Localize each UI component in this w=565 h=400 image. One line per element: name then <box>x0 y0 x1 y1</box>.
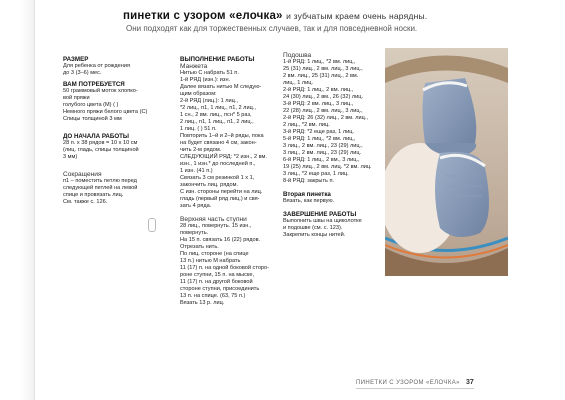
instruction-line: 1 изн. (41 п.) <box>180 168 213 174</box>
second-bootie-heading: Вторая пинетка <box>283 191 331 198</box>
size-line: Для ребенка от рождения <box>63 63 130 69</box>
instruction-line: 1-й РЯД (изн.): изн. <box>180 77 231 83</box>
instruction-line: 8-й РЯД: закрыть п. <box>283 178 335 184</box>
instruction-line: 2-й РЯД: 26 (32) лиц., 2 вм. лиц., <box>283 115 368 121</box>
title-suffix: и зубчатым краем очень нарядны. <box>286 11 428 21</box>
instruction-line: 1 лиц. ( ) 51 п. <box>180 126 217 132</box>
page-number: 37 <box>466 379 474 386</box>
title-main: пинетки с узором «елочка» <box>123 10 283 22</box>
instruction-line: на будет связано 4 см, закон- <box>180 140 257 146</box>
instruction-line: 2 лиц., п1, 1 лиц., п1, 2 лиц., <box>180 119 254 125</box>
instruction-line: 11 (17) п. на другой боковой <box>180 279 253 285</box>
abbr-line: п1 – поместить петлю перед <box>63 178 137 184</box>
instruction-line: роне ступни, 15 п. на мыске, <box>180 272 255 278</box>
need-line: голубого цвета (М) ( ) <box>63 102 119 108</box>
footer-section-title: ПИНЕТКИ С УЗОРОМ «ЕЛОЧКА» <box>356 380 460 386</box>
instruction-line: Нитью С набрать 51 п. <box>180 70 239 76</box>
instruction-line: лиц., 1 лиц. <box>283 80 314 86</box>
page-binding <box>20 0 34 400</box>
need-line: Немного пряжи белого цвета (С) <box>63 109 148 115</box>
abbr-line: спице и провязать лиц. <box>63 192 124 198</box>
instruction-line: 13 п.) нитью М набрать <box>180 258 241 264</box>
instruction-line: повернуть. <box>180 230 209 236</box>
instep-heading: Верхняя часть ступни <box>180 216 247 223</box>
instruction-line: 1-й РЯД: 1 лиц., *2 вм. лиц., <box>283 59 356 65</box>
instruction-line: и подошве (см. с. 123). <box>283 225 343 231</box>
gauge-line: 28 п. х 38 рядов = 10 х 10 см <box>63 140 138 146</box>
instruction-line: СЛЕДУЮЩИЙ РЯД: *2 изн., 2 вм. <box>180 154 267 160</box>
instruction-line: 2 лиц., *2 вм. лиц. <box>283 122 330 128</box>
instruction-line: 13 п. на спице. (63, 75 п.) <box>180 293 246 299</box>
work-heading: ВЫПОЛНЕНИЕ РАБОТЫ <box>180 56 255 63</box>
page-title <box>123 10 427 22</box>
need-line: 50 граммовый моток хлопко- <box>63 88 138 94</box>
instruction-line: 11 (17) п. на одной боковой сторо- <box>180 265 270 271</box>
instruction-line: гладь (первый ряд лиц.) и свя- <box>180 196 260 202</box>
abbr-heading: Сокращения <box>63 171 102 178</box>
size-line: до 3 (3–6) мес. <box>63 70 102 76</box>
instruction-line: Выполнить швы на щиколотке <box>283 218 362 224</box>
instruction-line: 2 вм. лиц., 25 (31) лиц., 2 вм. <box>283 73 359 79</box>
need-heading: ВАМ ПОТРЕБУЕТСЯ <box>63 81 125 88</box>
paper-clip-icon <box>148 218 156 232</box>
instruction-line: 3-й РЯД: 2 вм. лиц., 3 лиц., <box>283 101 354 107</box>
instruction-line: По лиц. стороне (на спице <box>180 251 249 257</box>
abbr-line: См. также с. 126. <box>63 199 108 205</box>
instruction-line: Связать 3 см резинкой 1 х 1, <box>180 175 255 181</box>
instruction-line: 3 лиц., *2 еще раз, 1 лиц. <box>283 171 349 177</box>
instruction-line: 24 (30) лиц., 2 вм., 26 (32) лиц. <box>283 94 364 100</box>
gauge-line: 3 мм) <box>63 154 78 160</box>
instruction-line: 1 сн., 2 вм. лиц., псн* 5 раз, <box>180 112 252 118</box>
column-materials <box>63 52 168 206</box>
instruction-line: 6-й РЯД: 1 лиц., 2 вм., 3 лиц., <box>283 157 360 163</box>
instruction-line: закончить лиц. рядом. <box>180 182 239 188</box>
need-line: Спицы толщиной 3 мм <box>63 116 122 122</box>
instruction-line: Вязать, как первую. <box>283 198 335 204</box>
gauge-line: (лиц. гладь, спицы толщиной <box>63 147 139 153</box>
instruction-line: 25 (31) лиц., 2 вм. лиц., 3 лиц., <box>283 66 363 72</box>
size-heading: РАЗМЕР <box>63 56 89 63</box>
gauge-heading: ДО НАЧАЛА РАБОТЫ <box>63 133 129 140</box>
instruction-line: щим образом: <box>180 91 217 97</box>
booties-photo <box>385 48 508 276</box>
instruction-line: С изн. стороны перейти на лиц. <box>180 189 263 195</box>
instruction-line: изн., 1 изн.* до последней п., <box>180 161 256 167</box>
instruction-line: Повторить 1–й и 2–й ряды, пока <box>180 133 264 139</box>
abbr-line: следующей петлей на левой <box>63 185 138 191</box>
instruction-line: 19 (25) лиц., 2 вм. лиц. *2 вм. лиц. <box>283 164 372 170</box>
booties-illustration <box>385 48 508 276</box>
finishing-heading: ЗАВЕРШЕНИЕ РАБОТЫ <box>283 211 357 218</box>
instruction-line: *2 лиц., п1, 1 лиц., п1, 2 лиц., <box>180 105 256 111</box>
instruction-line: Далее вязать нитью М следую- <box>180 84 262 90</box>
instruction-line: зать 4 ряда. <box>180 203 212 209</box>
instruction-line: 3 лиц., 2 вм. лиц., 23 (29) лиц., <box>283 143 363 149</box>
column-sole <box>283 52 378 239</box>
instruction-line: Вязать 13 р. лиц. <box>180 300 225 306</box>
instruction-line: 2-й РЯД: 1 лиц., 2 вм. лиц., <box>283 87 354 93</box>
instruction-line: стороне ступни, присоединить <box>180 286 260 292</box>
instruction-line: 3 лиц., 2 вм. лиц., 23 (29) лиц. <box>283 150 362 156</box>
instruction-line: 22 (28) лиц., 2 вм. лиц., 3 лиц., <box>283 108 363 114</box>
instruction-line: 5-й РЯД: 1 лиц., *2 вм. лиц., <box>283 136 356 142</box>
instruction-line: 3-й РЯД: *2 еще раз, 1 лиц. <box>283 129 354 135</box>
page-subtitle: Они подходят как для торжественных случаев, так и для повседневной носки. <box>126 24 418 33</box>
sole-heading: Подошва <box>283 52 312 59</box>
instruction-line: На 15 п. связать 16 (22) рядов. <box>180 237 261 243</box>
instruction-line: Закрепить концы нитей. <box>283 232 346 238</box>
column-instructions <box>180 52 275 307</box>
need-line: вой пряжи <box>63 95 90 101</box>
instruction-line: 28 лиц., повернуть. 15 изн., <box>180 223 252 229</box>
instruction-line: чить 2-м рядом. <box>180 147 222 153</box>
footer-rule <box>356 388 474 389</box>
instruction-line: Отрезать нить. <box>180 244 219 250</box>
page-gutter-line <box>34 0 35 400</box>
instruction-line: 2-й РЯД (лиц.): 1 лиц., <box>180 98 238 104</box>
cuff-heading: Манжета <box>180 63 208 70</box>
